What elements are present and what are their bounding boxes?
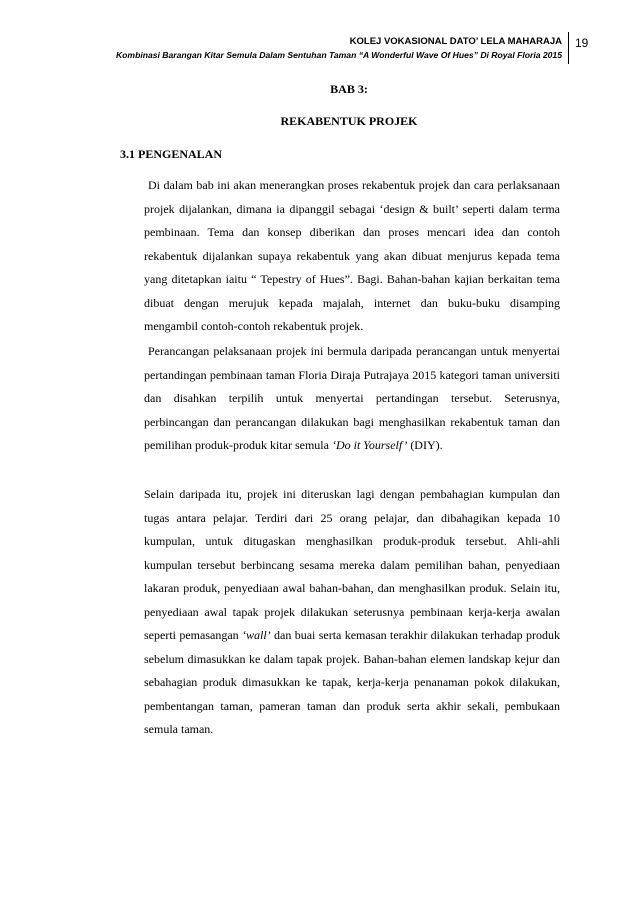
paragraph-2 — [144, 340, 560, 458]
chapter-label: BAB 3: — [330, 82, 368, 96]
paragraph-1 — [144, 174, 560, 339]
paragraph-2-text: Perancangan pelaksanaan projek ini bermula daripada perancangan untuk menyertai pertandingan pembinaan taman Floria Diraja Putrajaya 2015 kategori taman universiti dan disahkan terpilih untuk menyertai pertandingan tersebut. Seterusnya, perbincangan dan perancangan dilakukan bagi menghasilkan rekabentuk taman dan pemilihan produk-produk kitar semula — [144, 344, 560, 452]
page-header — [0, 36, 638, 66]
paragraph-3-end: dan buai serta kemasan terakhir dilakukan terhadap produk sebelum dimasukkan ke dalam tapak projek. Bahan-bahan elemen landskap kejur dan sebahagian produk dimasukkan ke tapak, kerja-kerja penanaman pokok dilakukan, pembentangan taman, pameran taman dan produk serta akhir sekali, pembukaan semula taman. — [144, 628, 561, 736]
paragraph-3-italic: ‘wall’ — [242, 628, 271, 642]
chapter-title: REKABENTUK PROJEK — [280, 114, 418, 128]
section-heading: 3.1 PENGENALAN — [120, 147, 223, 161]
paragraph-2-italic: ‘Do it Yourself’ — [331, 438, 408, 452]
header-project-title: Kombinasi Barangan Kitar Semula Dalam Sentuhan Taman “A Wonderful Wave Of Hues” Di Royal Floria 2015 — [115, 50, 562, 60]
page-number: 19 — [575, 36, 589, 50]
paragraph-3 — [144, 483, 560, 742]
paragraph-2-end: (DIY). — [407, 438, 443, 452]
paragraph-3-text: Selain daripada itu, projek ini diteruskan lagi dengan pembahagian kumpulan dan tugas antara pelajar. Terdiri dari 25 orang pelajar, dan dibahagikan kepada 10 kumpulan, untuk ditugaskan menghasilkan produk-produk tersebut. Ahli-ahli kumpulan tersebut berbincang sesama mereka dalam pemilihan bahan, penyediaan lakaran produk, penyediaan awal bahan-bahan, dan menghasilkan produk. Selain itu, penyediaan awal tapak projek dilakukan seterusnya pembinaan kerja-kerja awalan seperti pemasangan — [144, 487, 560, 642]
header-divider — [568, 32, 569, 64]
header-school-name: KOLEJ VOKASIONAL DATO’ LELA MAHARAJA — [349, 36, 562, 47]
paragraph-1-text: Di dalam bab ini akan menerangkan proses rekabentuk projek dan cara perlaksanaan projek dijalankan, dimana ia dipanggil sebagai ‘design & built’ seperti dalam terma pembinaan. Tema dan konsep diberikan dan proses mencari idea dan contoh rekabentuk dijalankan supaya rekabentuk yang akan dibuat menjurus kepada tema yang ditetapkan iaitu “ Tepestry of Hues”. Bagi. Bahan-bahan kajian berkaitan tema dibuat dengan merujuk kepada majalah, internet dan buku-buku disamping mengambil contoh-contoh rekabentuk projek. — [144, 178, 560, 333]
